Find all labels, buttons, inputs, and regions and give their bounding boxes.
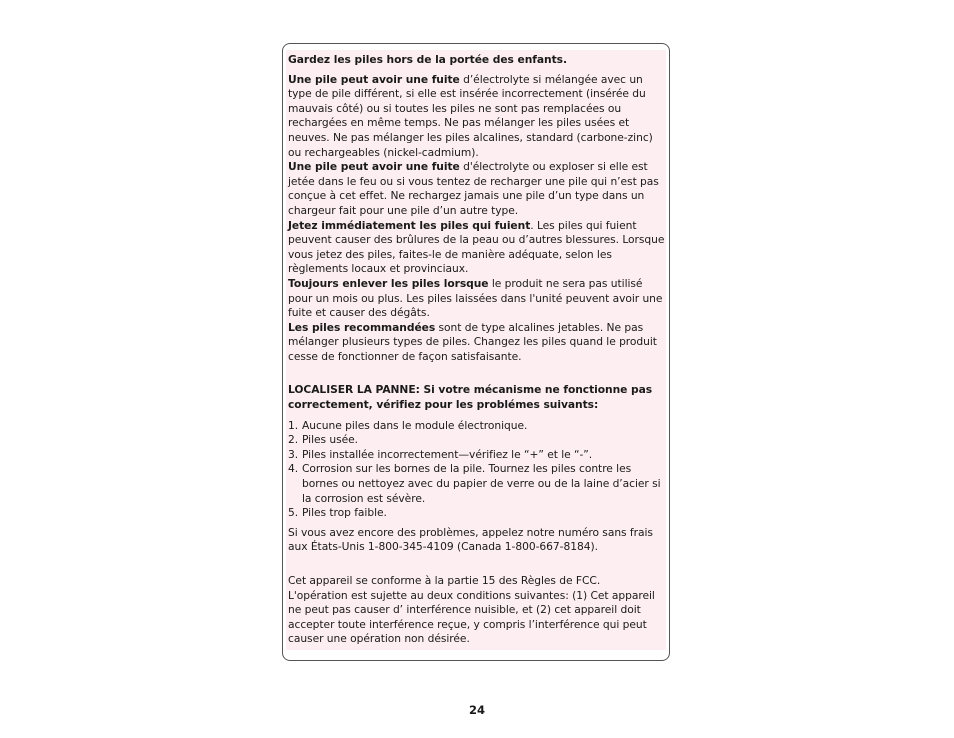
page-number: 24 <box>468 703 485 717</box>
list-item-text: Piles usée. <box>302 433 359 447</box>
warning-paragraph-mixing <box>288 73 668 161</box>
list-item <box>288 506 668 521</box>
warning-paragraph-recommended <box>288 321 668 365</box>
troubleshooting-list <box>288 419 668 521</box>
battery-warning-heading: Gardez les piles hors de la portée des enfants. <box>288 53 567 66</box>
list-item-text: Corrosion sur les bornes de la pile. Tournez les piles contre les bornes ou nettoyez avec du papier de verre ou de la laine d’acier si la corrosion est sévère. <box>302 462 661 505</box>
info-text <box>288 53 668 647</box>
list-item-text: Piles trop faible. <box>302 506 387 520</box>
warning-lead: Une pile peut avoir une fuite <box>288 160 460 174</box>
fcc-conditions: L'opération est sujette au deux conditions suivantes: (1) Cet appareil ne peut pas causer d’ interférence nuisible, et (2) cet appareil doit accepter toute interférence reçue, y compris l’interférence qui peut causer une opération non désirée. <box>288 588 655 646</box>
list-item-number: 2. <box>288 433 299 447</box>
warning-body: d’électrolyte si mélangée avec un type de pile différent, si elle est insérée incorrectement (insérée du mauvais côté) ou si toutes les piles ne sont pas remplacées ou rechargées en même temps. Ne pas mélanger les piles usées et neuves. Ne pas mélanger les piles alcalines, standard (carbone-zinc) ou rechargeables (nickel-cadmium). <box>288 72 653 159</box>
list-item-number: 5. <box>288 506 299 520</box>
list-item-number: 1. <box>288 418 299 432</box>
warning-lead: Une pile peut avoir une fuite <box>288 72 460 86</box>
warning-paragraph-leaking <box>288 219 668 277</box>
warning-lead: Toujours enlever les piles lorsque <box>288 276 489 290</box>
list-item-number: 4. <box>288 462 299 476</box>
warning-body: . Les piles qui fuient peuvent causer des brûlures de la peau ou d’autres blessures. Lorsque vous jetez des piles, faites-le de manière adéquate, selon les règlements locaux et provinciaux. <box>288 218 665 276</box>
list-item <box>288 462 668 506</box>
troubleshooting-heading: LOCALISER LA PANNE: Si votre mécanisme ne fonctionne pas correctement, vérifiez pour les problémes suivants: <box>288 383 653 412</box>
warning-body: d'électrolyte ou exploser si elle est jetée dans le feu ou si vous tentez de recharger une pile qui n’est pas conçue à cet effet. Ne rechargez jamais une pile d’un type dans un chargeur fait pour une pile d’un autre type. <box>288 160 659 217</box>
list-item-text: Piles installée incorrectement—vérifiez le “+” et le “-”. <box>302 447 593 461</box>
list-item <box>288 433 668 448</box>
fcc-compliance-line: Cet appareil se conforme à la partie 15 des Règles de FCC. <box>288 574 601 587</box>
support-contact: Si vous avez encore des problèmes, appelez notre numéro sans frais aux États-Unis 1-800-345-4109 (Canada 1-800-667-8184). <box>288 525 653 554</box>
warning-body: sont de type alcalines jetables. Ne pas mélanger plusieurs types de piles. Changez les piles quand le produit cesse de fonctionner de façon satisfaisante. <box>288 320 657 363</box>
warning-paragraph-remove <box>288 277 668 321</box>
list-item-number: 3. <box>288 447 299 461</box>
warning-lead: Les piles recommandées <box>288 320 436 334</box>
list-item-text: Aucune piles dans le module électronique. <box>302 418 528 432</box>
list-item <box>288 448 668 463</box>
warning-body: le produit ne sera pas utilisé pour un mois ou plus. Les piles laissées dans l'unité peuvent avoir une fuite et causer des dégâts. <box>288 276 663 320</box>
list-item <box>288 419 668 434</box>
warning-lead: Jetez immédiatement les piles qui fuient <box>288 218 531 232</box>
warning-paragraph-fire <box>288 160 668 218</box>
